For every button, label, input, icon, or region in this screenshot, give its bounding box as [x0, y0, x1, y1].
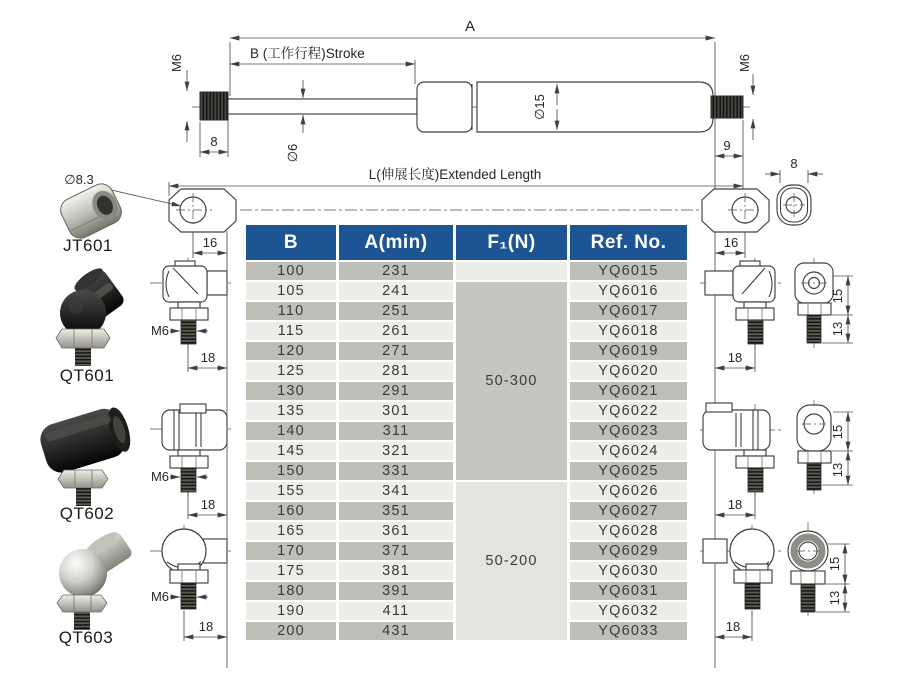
cell-ref: YQ6018: [570, 322, 687, 340]
cell-ref: YQ6024: [570, 442, 687, 460]
fitting-label-jt601: JT601: [63, 236, 113, 255]
dim-label-16: 16: [723, 235, 739, 250]
cell-a: 281: [339, 362, 453, 380]
table-row: [246, 282, 687, 300]
cell-a: 381: [339, 562, 453, 580]
cell-a: 231: [339, 262, 453, 280]
cell-a: 301: [339, 402, 453, 420]
cell-a: 351: [339, 502, 453, 520]
eyelet-end-view: [765, 156, 823, 225]
dim-label-m6: M6: [150, 469, 169, 484]
cell-b: 130: [246, 382, 336, 400]
table-row: [246, 262, 687, 280]
dim-label-13: 13: [830, 321, 845, 337]
cell-a: 341: [339, 482, 453, 500]
fitting-label-qt601: QT601: [59, 366, 115, 385]
cell-a: 311: [339, 422, 453, 440]
cylinder-body: [477, 82, 713, 132]
cell-a: 271: [339, 342, 453, 360]
cell-ref: YQ6030: [570, 562, 687, 580]
dim-label-9: 9: [723, 138, 731, 153]
cell-b: 160: [246, 502, 336, 520]
cell-a: 331: [339, 462, 453, 480]
cell-f1: [456, 262, 567, 280]
cell-b: 140: [246, 422, 336, 440]
cell-a: 241: [339, 282, 453, 300]
cell-f1: 50-200: [456, 482, 567, 640]
cell-ref: YQ6032: [570, 602, 687, 620]
fitting-label-qt602: QT602: [59, 504, 115, 523]
qt601-photo: [56, 264, 126, 366]
dim-label-18: 18: [200, 350, 216, 365]
guide-collar: [417, 82, 472, 132]
dim-label-extended-length: L(伸展长度)Extended Length: [368, 167, 542, 182]
dim-label-13: 13: [827, 590, 842, 606]
qt602-drawing-right: [700, 400, 853, 519]
cell-ref: YQ6026: [570, 482, 687, 500]
dim-label-15: 15: [827, 556, 842, 572]
cell-b: 110: [246, 302, 336, 320]
cell-ref: YQ6029: [570, 542, 687, 560]
cell-b: 125: [246, 362, 336, 380]
qt603-drawing-left: [150, 525, 232, 641]
cell-b: 190: [246, 602, 336, 620]
cell-ref: YQ6017: [570, 302, 687, 320]
dim-label-b-stroke: B (工作行程)Stroke: [250, 46, 365, 61]
cell-b: 120: [246, 342, 336, 360]
piston-rod: [228, 99, 417, 114]
dim-label-13: 13: [830, 462, 845, 478]
cell-a: 321: [339, 442, 453, 460]
cell-a: 251: [339, 302, 453, 320]
cell-a: 371: [339, 542, 453, 560]
cell-ref: YQ6023: [570, 422, 687, 440]
dim-label-m6: M6: [169, 53, 184, 73]
dim-label-8: 8: [210, 134, 218, 149]
cell-a: 431: [339, 622, 453, 640]
cell-ref: YQ6020: [570, 362, 687, 380]
rod-thread-right: [711, 96, 743, 118]
dim-label-18: 18: [725, 619, 741, 634]
dim-label-phi15: ∅15: [532, 94, 547, 120]
cell-ref: YQ6027: [570, 502, 687, 520]
cell-b: 200: [246, 622, 336, 640]
spec-table-header-row: [246, 225, 687, 260]
qt601-drawing-left: [150, 258, 232, 372]
spec-table: [243, 223, 690, 642]
spec-table-body: [246, 262, 687, 640]
dim-label-16: 16: [202, 235, 218, 250]
dim-label-15: 15: [830, 288, 845, 304]
dim-label-m6: M6: [150, 589, 169, 604]
column-header-a-min: A(min): [339, 225, 453, 260]
cell-ref: YQ6028: [570, 522, 687, 540]
cell-b: 100: [246, 262, 336, 280]
dim-label-a: A: [464, 18, 476, 35]
qt601-drawing-right: [700, 258, 853, 372]
cell-b: 105: [246, 282, 336, 300]
cell-f1: 50-300: [456, 282, 567, 480]
cell-b: 180: [246, 582, 336, 600]
column-header-f1n: F₁(N): [456, 225, 567, 260]
cell-ref: YQ6033: [570, 622, 687, 640]
dim-label-m6: M6: [150, 323, 169, 338]
column-header-ref-no: Ref. No.: [570, 225, 687, 260]
qt603-photo: [57, 527, 134, 630]
dim-label-m6: M6: [737, 53, 752, 73]
dim-label-8: 8: [790, 156, 798, 171]
cell-b: 175: [246, 562, 336, 580]
cell-ref: YQ6021: [570, 382, 687, 400]
column-header-b: B: [246, 225, 336, 260]
cell-ref: YQ6031: [570, 582, 687, 600]
cell-a: 261: [339, 322, 453, 340]
cell-ref: YQ6019: [570, 342, 687, 360]
cell-b: 170: [246, 542, 336, 560]
dim-label-phi6: ∅6: [285, 143, 300, 163]
cell-ref: YQ6025: [570, 462, 687, 480]
cell-b: 150: [246, 462, 336, 480]
cell-a: 391: [339, 582, 453, 600]
cell-a: 411: [339, 602, 453, 620]
cell-b: 145: [246, 442, 336, 460]
dim-label-18: 18: [727, 350, 743, 365]
cell-b: 115: [246, 322, 336, 340]
table-row: [246, 482, 687, 500]
qt602-drawing-left: [150, 404, 232, 519]
dim-label-18: 18: [200, 497, 216, 512]
dim-label-18: 18: [198, 619, 214, 634]
qt603-drawing-right: [700, 522, 850, 641]
cell-a: 291: [339, 382, 453, 400]
rod-thread-left: [200, 92, 228, 120]
cell-ref: YQ6022: [570, 402, 687, 420]
dim-label-phi83: ∅8.3: [64, 172, 94, 187]
qt602-photo: [36, 403, 135, 506]
cell-b: 135: [246, 402, 336, 420]
cell-ref: YQ6015: [570, 262, 687, 280]
cell-a: 361: [339, 522, 453, 540]
cell-b: 155: [246, 482, 336, 500]
cell-b: 165: [246, 522, 336, 540]
fitting-label-qt603: QT603: [58, 628, 114, 647]
cell-ref: YQ6016: [570, 282, 687, 300]
jt601-photo: [57, 180, 126, 242]
dim-label-15: 15: [830, 424, 845, 440]
dim-label-18: 18: [727, 497, 743, 512]
